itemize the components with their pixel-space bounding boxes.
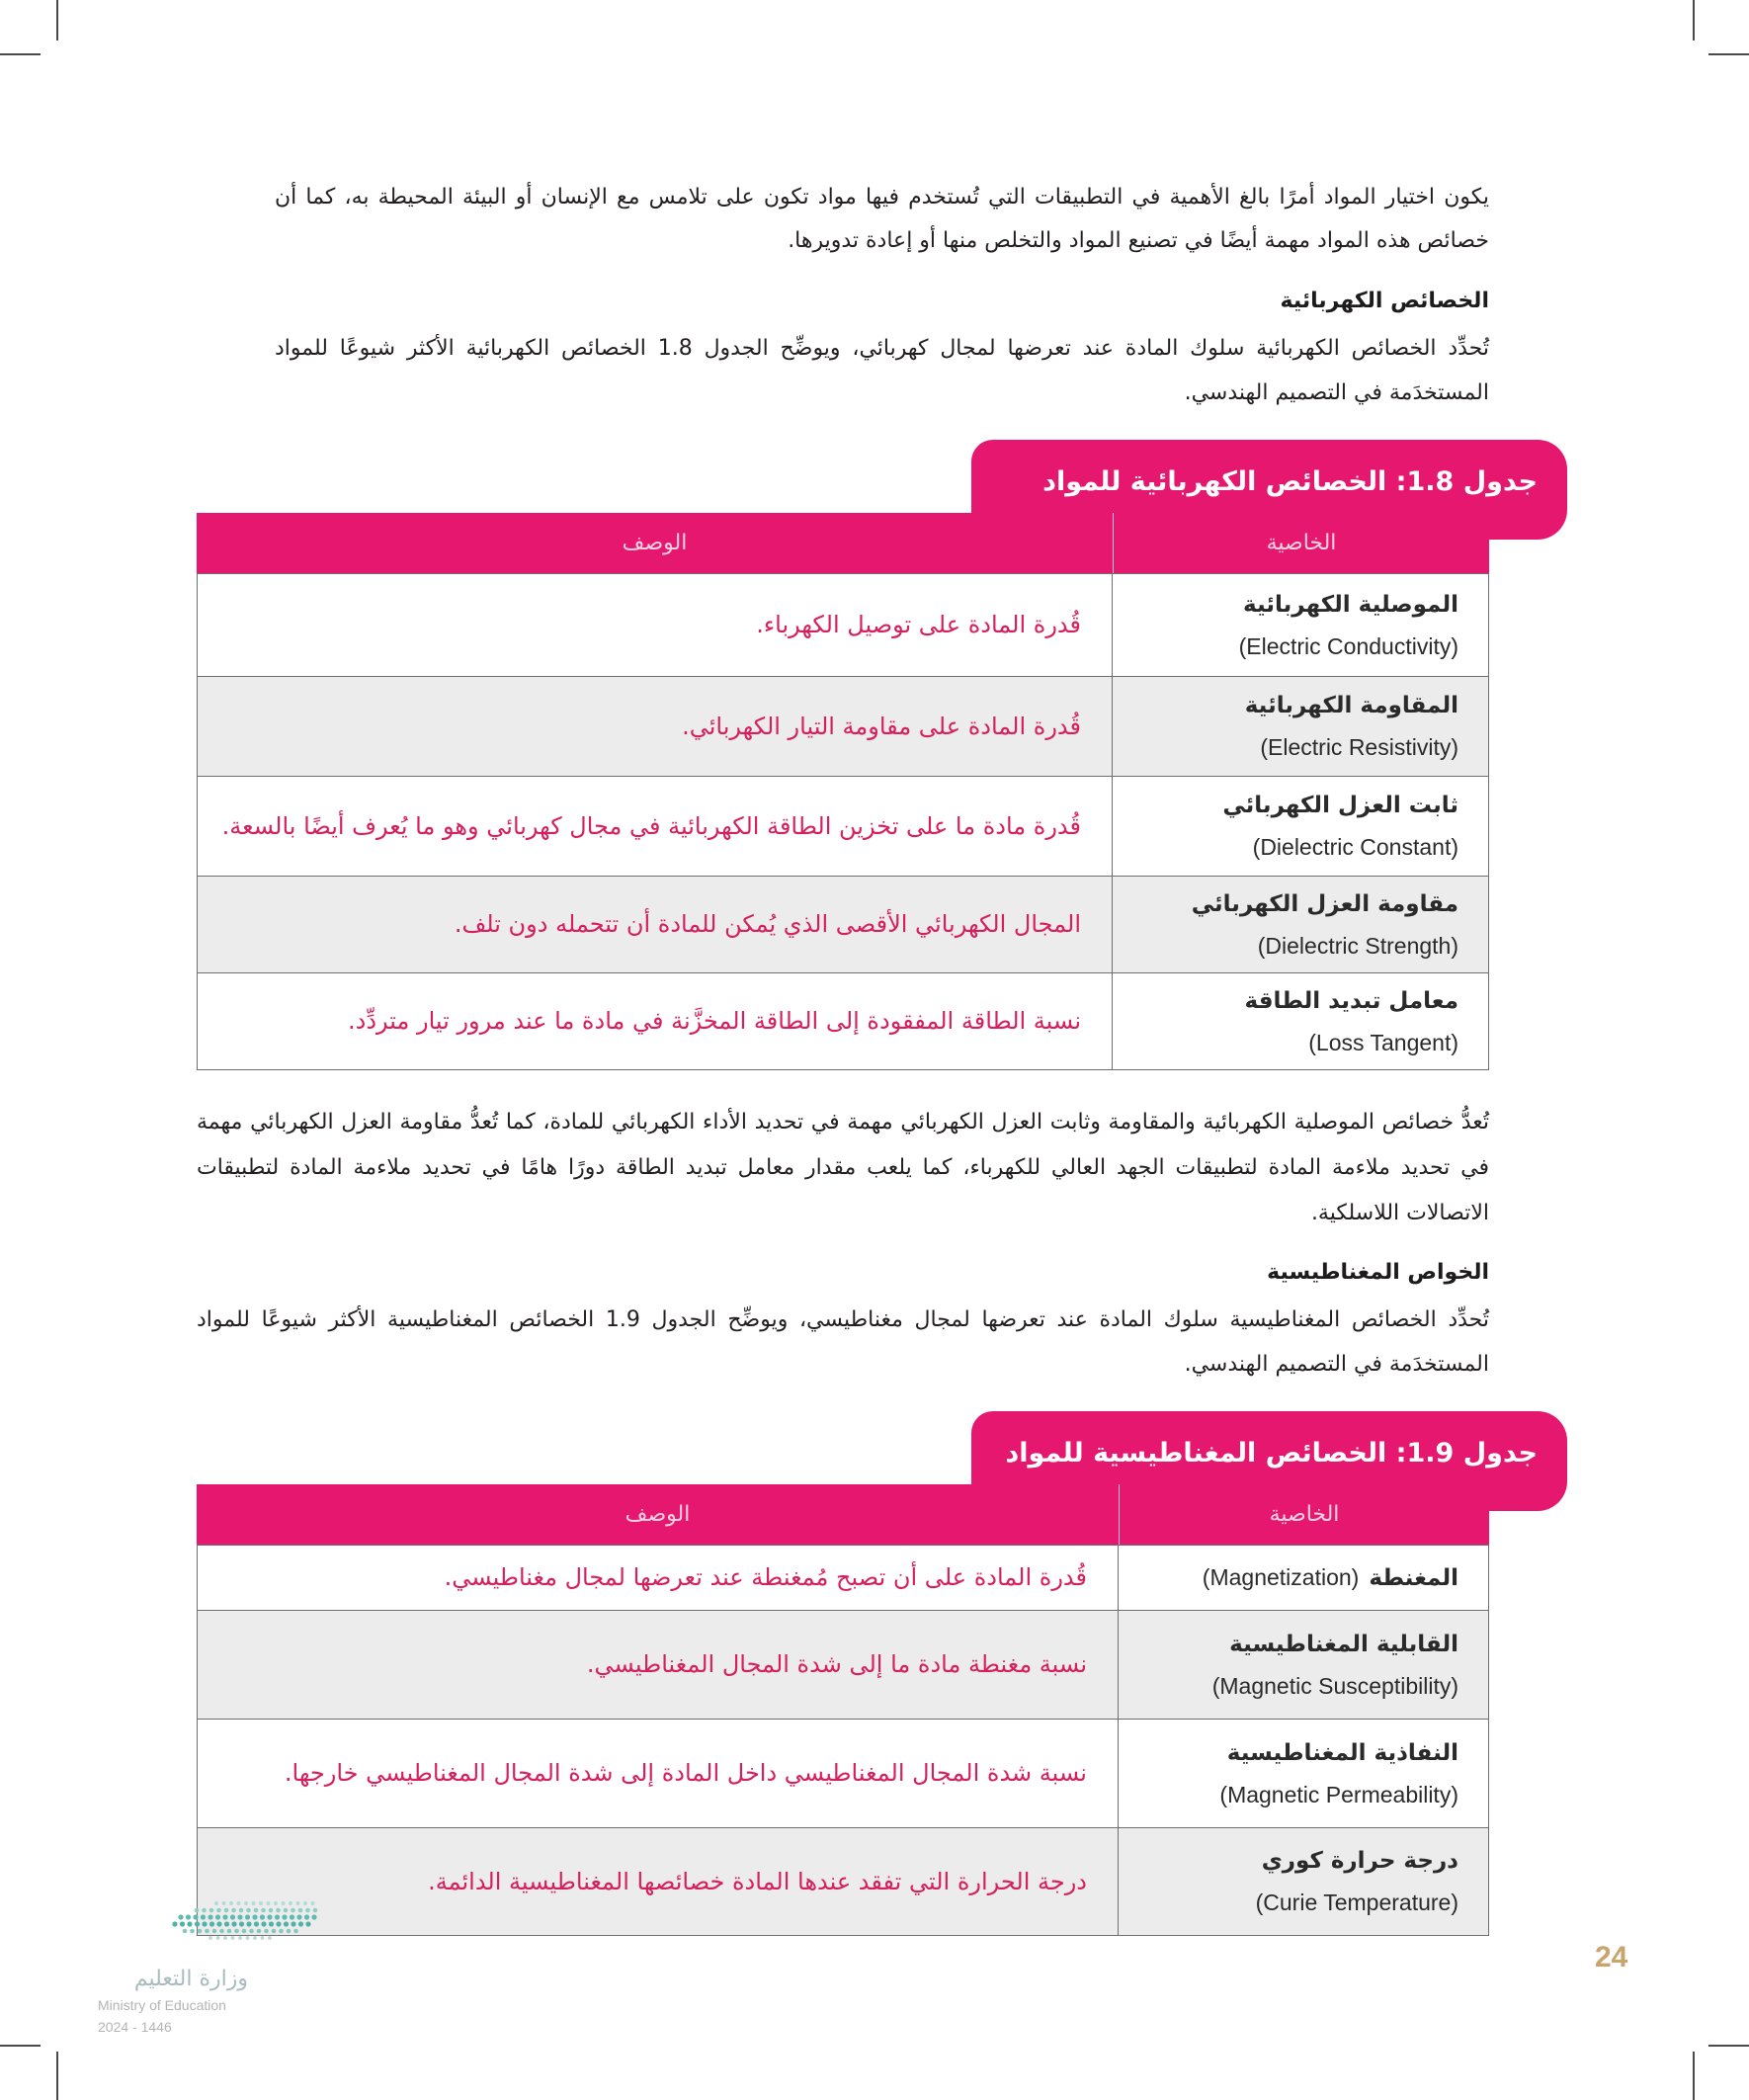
- property-name: القابلية المغناطيسية: [1229, 1631, 1458, 1657]
- logo-dot: [224, 1908, 229, 1913]
- logo-dot: [291, 1908, 295, 1913]
- logo-dot: [257, 1929, 262, 1934]
- magnetic-properties-table: [197, 1438, 1538, 1936]
- logo-dot: [195, 1921, 200, 1926]
- logo-dot: [275, 1914, 280, 1919]
- magnetic-intro-paragraph: تُحدِّد الخصائص المغناطيسية سلوك المادة عند تعرضها لمجال مغناطيسي، ويوضِّح الجدول 1.9 الخصائص المغناطيسية الأكثر شيوعًا للمواد المستخدَمة في التصميم الهندسي.: [197, 1307, 1489, 1377]
- property-description: قُدرة المادة على مقاومة التيار الكهربائي.: [682, 712, 1081, 740]
- logo-dot: [224, 1921, 229, 1926]
- description-cell: [198, 973, 1112, 1069]
- table-row: [198, 972, 1488, 1069]
- property-name: درجة حرارة كوري: [1261, 1848, 1458, 1874]
- logo-dot: [272, 1929, 277, 1934]
- logo-dot: [183, 1929, 188, 1934]
- logo-dot: [186, 1914, 191, 1919]
- logo-dot: [305, 1921, 310, 1926]
- property-english-name: (Curie Temperature): [1255, 1890, 1458, 1915]
- logo-dot: [236, 1901, 240, 1905]
- electrical-summary-paragraph: تُعدُّ خصائص الموصلية الكهربائية والمقاومة وثابت العزل الكهربائي مهمة في تحديد الأداء الكهربائي للمادة، كما تُعدُّ مقاومة العزل الكهربائي مهمة في تحديد ملاءمة المادة لتطبيقات الجهد العالي للكهرباء، كما يلعب مقدار معامل تبديد الطاقة دورًا هامًا في تحديد ملاءمة المادة لتطبيقات الاتصالات اللاسلكية.: [197, 1110, 1489, 1225]
- table-row: [198, 1545, 1488, 1610]
- description-cell: [198, 877, 1112, 972]
- description-cell: [198, 1611, 1118, 1719]
- logo-dot: [254, 1908, 259, 1913]
- property-description: نسبة مغنطة مادة ما إلى شدة المجال المغناطيسي.: [586, 1650, 1087, 1678]
- logo-dot: [229, 1901, 233, 1905]
- logo-dot: [223, 1936, 227, 1940]
- logo-dot: [242, 1929, 247, 1934]
- property-cell: [1112, 973, 1488, 1069]
- logo-dot: [287, 1929, 292, 1934]
- magnetic-section-heading: الخواص المغناطيسية: [1267, 1260, 1489, 1285]
- crop-mark: [0, 2045, 41, 2047]
- logo-dot: [216, 1936, 220, 1940]
- property-english-name: (Dielectric Constant): [1252, 834, 1458, 860]
- logo-dot: [216, 1908, 221, 1913]
- ministry-of-education-dot-logo-icon: [171, 1897, 325, 1945]
- property-description: نسبة شدة المجال المغناطيسي داخل المادة إلى شدة المجال المغناطيسي خارجها.: [284, 1759, 1087, 1787]
- property-cell: [1118, 1611, 1488, 1719]
- logo-dot: [261, 1921, 266, 1926]
- table-row: [198, 1719, 1488, 1827]
- logo-dot: [202, 1921, 207, 1926]
- electrical-properties-table: [197, 466, 1538, 1070]
- property-cell: [1118, 1546, 1488, 1610]
- crop-mark: [56, 2052, 58, 2100]
- property-cell: [1118, 1828, 1488, 1935]
- logo-dot: [231, 1921, 236, 1926]
- logo-dot: [208, 1936, 212, 1940]
- logo-dot: [239, 1908, 244, 1913]
- description-cell: [198, 1720, 1118, 1827]
- logo-dot: [252, 1914, 257, 1919]
- logo-dot: [212, 1929, 217, 1934]
- logo-dot: [245, 1914, 250, 1919]
- logo-dot: [311, 1914, 316, 1919]
- crop-mark: [1708, 53, 1749, 55]
- crop-mark: [0, 53, 41, 55]
- description-cell: [198, 1828, 1118, 1935]
- table-title: جدول 1.9: الخصائص المغناطيسية للمواد: [1005, 1438, 1538, 1469]
- logo-dot: [303, 1901, 307, 1905]
- logo-dot: [234, 1929, 239, 1934]
- property-english-name: (Magnetic Susceptibility): [1211, 1672, 1458, 1699]
- column-header-property: الخاصية: [1119, 1484, 1489, 1545]
- page-number: 24: [1595, 1941, 1628, 1974]
- table-header-row: [197, 513, 1489, 573]
- logo-dot: [269, 1921, 274, 1926]
- crop-mark: [1693, 2052, 1695, 2100]
- table-title: جدول 1.8: الخصائص الكهربائية للمواد: [1042, 466, 1538, 497]
- table-row: [198, 676, 1488, 776]
- logo-dot: [209, 1908, 214, 1913]
- description-cell: [198, 1546, 1118, 1610]
- logo-dot: [253, 1936, 257, 1940]
- property-english-name: (Dielectric Strength): [1257, 932, 1458, 959]
- logo-dot: [214, 1901, 218, 1905]
- electrical-intro-paragraph: تُحدِّد الخصائص الكهربائية سلوك المادة عند تعرضها لمجال كهربائي، ويوضِّح الجدول 1.8 الخصائص الكهربائية الأكثر شيوعًا للمواد المستخدَمة في التصميم الهندسي.: [275, 336, 1490, 405]
- property-english-name: (Magnetic Permeability): [1219, 1781, 1458, 1807]
- logo-dot: [254, 1921, 259, 1926]
- logo-dot: [187, 1921, 192, 1926]
- logo-dot: [209, 1921, 214, 1926]
- logo-dot: [202, 1908, 207, 1913]
- logo-dot: [291, 1921, 295, 1926]
- property-name: النفاذية المغناطيسية: [1226, 1739, 1458, 1766]
- property-english-name: (Electric Resistivity): [1260, 734, 1458, 760]
- property-cell: [1112, 777, 1488, 876]
- ministry-name-english: Ministry of Education: [98, 1997, 226, 2013]
- logo-dot: [205, 1929, 209, 1934]
- logo-dot: [198, 1929, 203, 1934]
- table-body: [197, 573, 1489, 1070]
- logo-dot: [276, 1921, 281, 1926]
- property-cell: [1112, 677, 1488, 776]
- logo-dot: [227, 1929, 232, 1934]
- logo-dot: [195, 1908, 200, 1913]
- logo-dot: [305, 1908, 310, 1913]
- property-name: المغنطة: [1369, 1565, 1458, 1591]
- logo-dot: [239, 1921, 244, 1926]
- property-name: معامل تبديد الطاقة: [1244, 987, 1458, 1014]
- column-header-property: الخاصية: [1113, 513, 1489, 573]
- logo-dot: [178, 1914, 183, 1919]
- logo-dot: [266, 1901, 270, 1905]
- logo-dot: [238, 1936, 242, 1940]
- logo-dot: [293, 1929, 298, 1934]
- property-name: ثابت العزل الكهربائي: [1222, 793, 1458, 818]
- logo-dot: [269, 1908, 274, 1913]
- logo-dot: [298, 1908, 303, 1913]
- property-name: الموصلية الكهربائية: [1243, 591, 1458, 618]
- logo-dot: [268, 1936, 272, 1940]
- logo-dot: [304, 1914, 309, 1919]
- logo-dot: [216, 1921, 221, 1926]
- logo-dot: [281, 1901, 285, 1905]
- electrical-section-heading: الخصائص الكهربائية: [1280, 289, 1489, 313]
- logo-dot: [246, 1921, 251, 1926]
- crop-mark: [1708, 2045, 1749, 2047]
- table-row: [198, 1827, 1488, 1935]
- table-row: [198, 876, 1488, 972]
- logo-dot: [260, 1914, 265, 1919]
- property-cell: [1118, 1720, 1488, 1827]
- property-line: [1203, 1556, 1458, 1599]
- crop-mark: [1693, 0, 1695, 41]
- edition-year: 2024 - 1446: [98, 2019, 172, 2035]
- logo-dot: [290, 1914, 294, 1919]
- property-description: نسبة الطاقة المفقودة إلى الطاقة المخزَّنة في مادة ما عند مرور تيار متردِّد.: [348, 1007, 1081, 1035]
- logo-dot: [180, 1921, 185, 1926]
- logo-dot: [267, 1914, 272, 1919]
- logo-dot: [215, 1914, 220, 1919]
- logo-dot: [246, 1908, 251, 1913]
- property-description: قُدرة المادة على أن تصبح مُمغنطة عند تعرضها لمجال مغناطيسي.: [444, 1563, 1087, 1591]
- logo-dot: [249, 1929, 254, 1934]
- logo-dot: [310, 1901, 314, 1905]
- logo-dot: [190, 1929, 195, 1934]
- property-cell: [1112, 877, 1488, 972]
- logo-dot: [276, 1908, 281, 1913]
- logo-dot: [284, 1921, 289, 1926]
- logo-dot: [193, 1914, 198, 1919]
- intro-paragraph: يكون اختيار المواد أمرًا بالغ الأهمية في التطبيقات التي تُستخدم فيها مواد تكون على تلامس مع الإنسان أو البيئة المحيطة به، كما أن خصائص هذه المواد مهمة أيضًا في تصنيع المواد والتخلص منها أو إعادة تدويرها.: [275, 185, 1489, 253]
- table-row: [198, 573, 1488, 676]
- logo-dot: [296, 1914, 301, 1919]
- column-header-description: الوصف: [625, 1502, 691, 1527]
- table-row: [198, 776, 1488, 876]
- description-cell: [198, 574, 1112, 676]
- logo-dot: [208, 1914, 212, 1919]
- logo-dot: [201, 1914, 206, 1919]
- property-english-name: (Electric Conductivity): [1238, 632, 1458, 659]
- column-header-description: الوصف: [622, 531, 688, 555]
- logo-dot: [313, 1908, 318, 1913]
- logo-dot: [259, 1901, 263, 1905]
- logo-dot: [172, 1921, 177, 1926]
- property-description: درجة الحرارة التي تفقد عندها المادة خصائصها المغناطيسية الدائمة.: [428, 1867, 1087, 1895]
- logo-dot: [244, 1901, 248, 1905]
- property-english-name: (Magnetization): [1202, 1564, 1360, 1590]
- property-cell: [1112, 574, 1488, 676]
- logo-dot: [264, 1929, 269, 1934]
- logo-dot: [284, 1908, 289, 1913]
- logo-dot: [274, 1901, 278, 1905]
- description-cell: [198, 677, 1112, 776]
- logo-dot: [237, 1914, 242, 1919]
- property-name: مقاومة العزل الكهربائي: [1191, 890, 1458, 917]
- logo-dot: [289, 1901, 292, 1905]
- logo-dot: [219, 1929, 224, 1934]
- table-header-row: [197, 1484, 1489, 1545]
- logo-dot: [282, 1914, 287, 1919]
- property-description: المجال الكهربائي الأقصى الذي يُمكن للمادة أن تتحمله دون تلف.: [454, 910, 1081, 938]
- crop-mark: [56, 0, 58, 41]
- logo-dot: [230, 1914, 235, 1919]
- description-cell: [198, 777, 1112, 876]
- logo-dot: [246, 1936, 250, 1940]
- logo-dot: [261, 1936, 265, 1940]
- logo-dot: [231, 1908, 236, 1913]
- property-description: قُدرة المادة على توصيل الكهرباء.: [756, 611, 1081, 638]
- property-description: قُدرة مادة ما على تخزين الطاقة الكهربائية في مجال كهربائي وهو ما يُعرف أيضًا بالسعة.: [221, 811, 1081, 840]
- logo-dot: [295, 1901, 299, 1905]
- logo-dot: [261, 1908, 266, 1913]
- logo-dot: [221, 1901, 225, 1905]
- ministry-name-arabic: وزارة التعليم: [133, 1967, 248, 1991]
- logo-dot: [231, 1936, 235, 1940]
- logo-dot: [298, 1921, 303, 1926]
- table-body: [197, 1545, 1489, 1936]
- property-english-name: (Loss Tangent): [1308, 1029, 1458, 1055]
- logo-dot: [279, 1929, 284, 1934]
- table-row: [198, 1610, 1488, 1719]
- logo-dot: [251, 1901, 255, 1905]
- property-name: المقاومة الكهربائية: [1244, 693, 1458, 718]
- logo-dot: [222, 1914, 227, 1919]
